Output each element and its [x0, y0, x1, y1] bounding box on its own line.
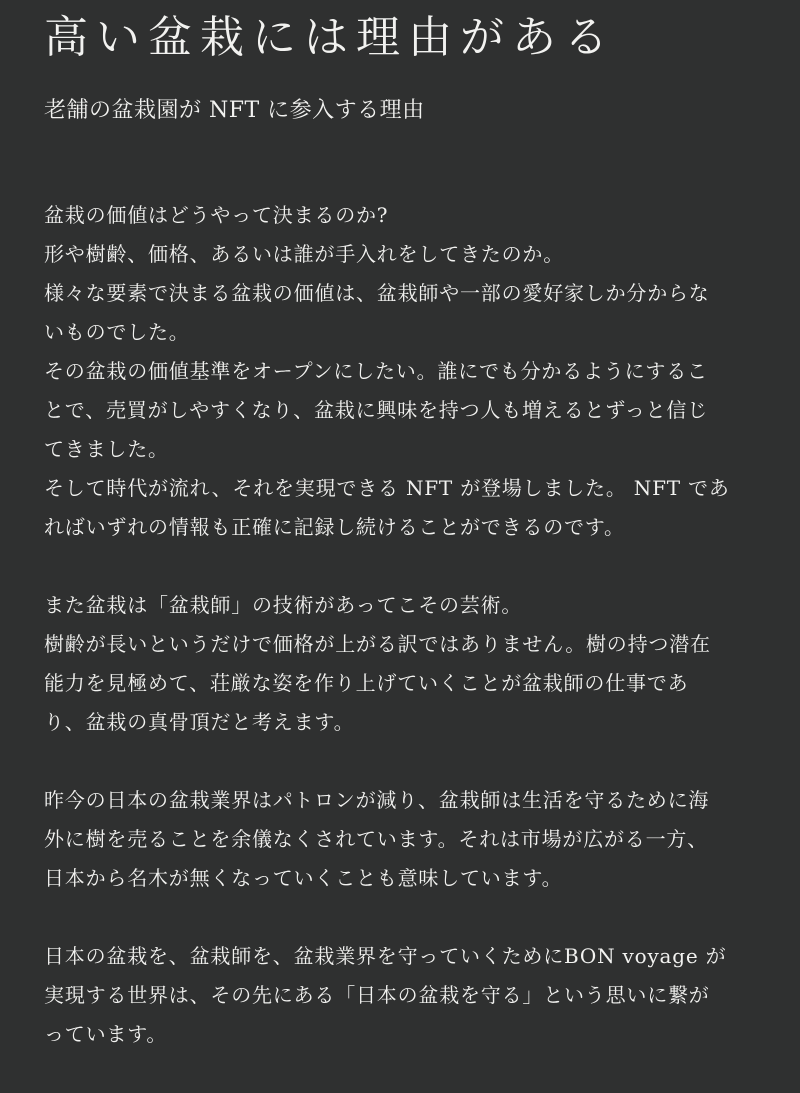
paragraph-2	[44, 586, 764, 742]
text-line: また盆栽は「盆栽師」の技術があってこその芸術。	[44, 593, 523, 617]
paragraph-1	[44, 196, 764, 547]
text-line: 能力を見極めて、荘厳な姿を作り上げていくことが盆栽師の仕事であ	[44, 671, 689, 695]
text-line: 外に樹を売ることを余儀なくされています。それは市場が広がる一方、	[44, 827, 708, 851]
text-line: 日本から名木が無くなっていくことも意味しています。	[44, 866, 563, 890]
text-line: 昨今の日本の盆栽業界はパトロンが減り、盆栽師は生活を守るために海	[44, 788, 710, 812]
text-line: いものでした。	[44, 320, 190, 344]
text-line: そして時代が流れ、それを実現できる NFT が登場しました。 NFT であ	[44, 476, 730, 500]
text-line: 様々な要素で決まる盆栽の価値は、盆栽師や一部の愛好家しか分からな	[44, 281, 710, 305]
paragraph-3	[44, 781, 764, 898]
page-subtitle: 老舗の盆栽園が NFT に参入する理由	[44, 98, 425, 123]
paragraph-4	[44, 937, 764, 1054]
text-line: てきました。	[44, 437, 169, 461]
article-body	[44, 196, 764, 1093]
text-line: 樹齢が長いというだけで価格が上がる訳ではありません。樹の持つ潜在	[44, 632, 711, 656]
text-line: 実現する世界は、その先にある「日本の盆栽を守る」という思いに繋が	[44, 983, 710, 1007]
text-line: 形や樹齢、価格、あるいは誰が手入れをしてきたのか。	[44, 242, 564, 266]
text-line: っています。	[44, 1022, 168, 1046]
text-line: とで、売買がしやすくなり、盆栽に興味を持つ人も増えるとずっと信じ	[44, 398, 708, 422]
text-line: 日本の盆栽を、盆栽師を、盆栽業界を守っていくためにBON voyage が	[44, 944, 727, 968]
text-line: り、盆栽の真骨頂だと考えます。	[44, 710, 355, 734]
text-line: ればいずれの情報も正確に記録し続けることができるのです。	[44, 515, 625, 539]
text-line: その盆栽の価値基準をオープンにしたい。誰にでも分かるようにするこ	[44, 359, 708, 383]
page-title: 高い盆栽には理由がある	[44, 12, 616, 63]
text-line: 盆栽の価値はどうやって決まるのか?	[44, 203, 389, 227]
